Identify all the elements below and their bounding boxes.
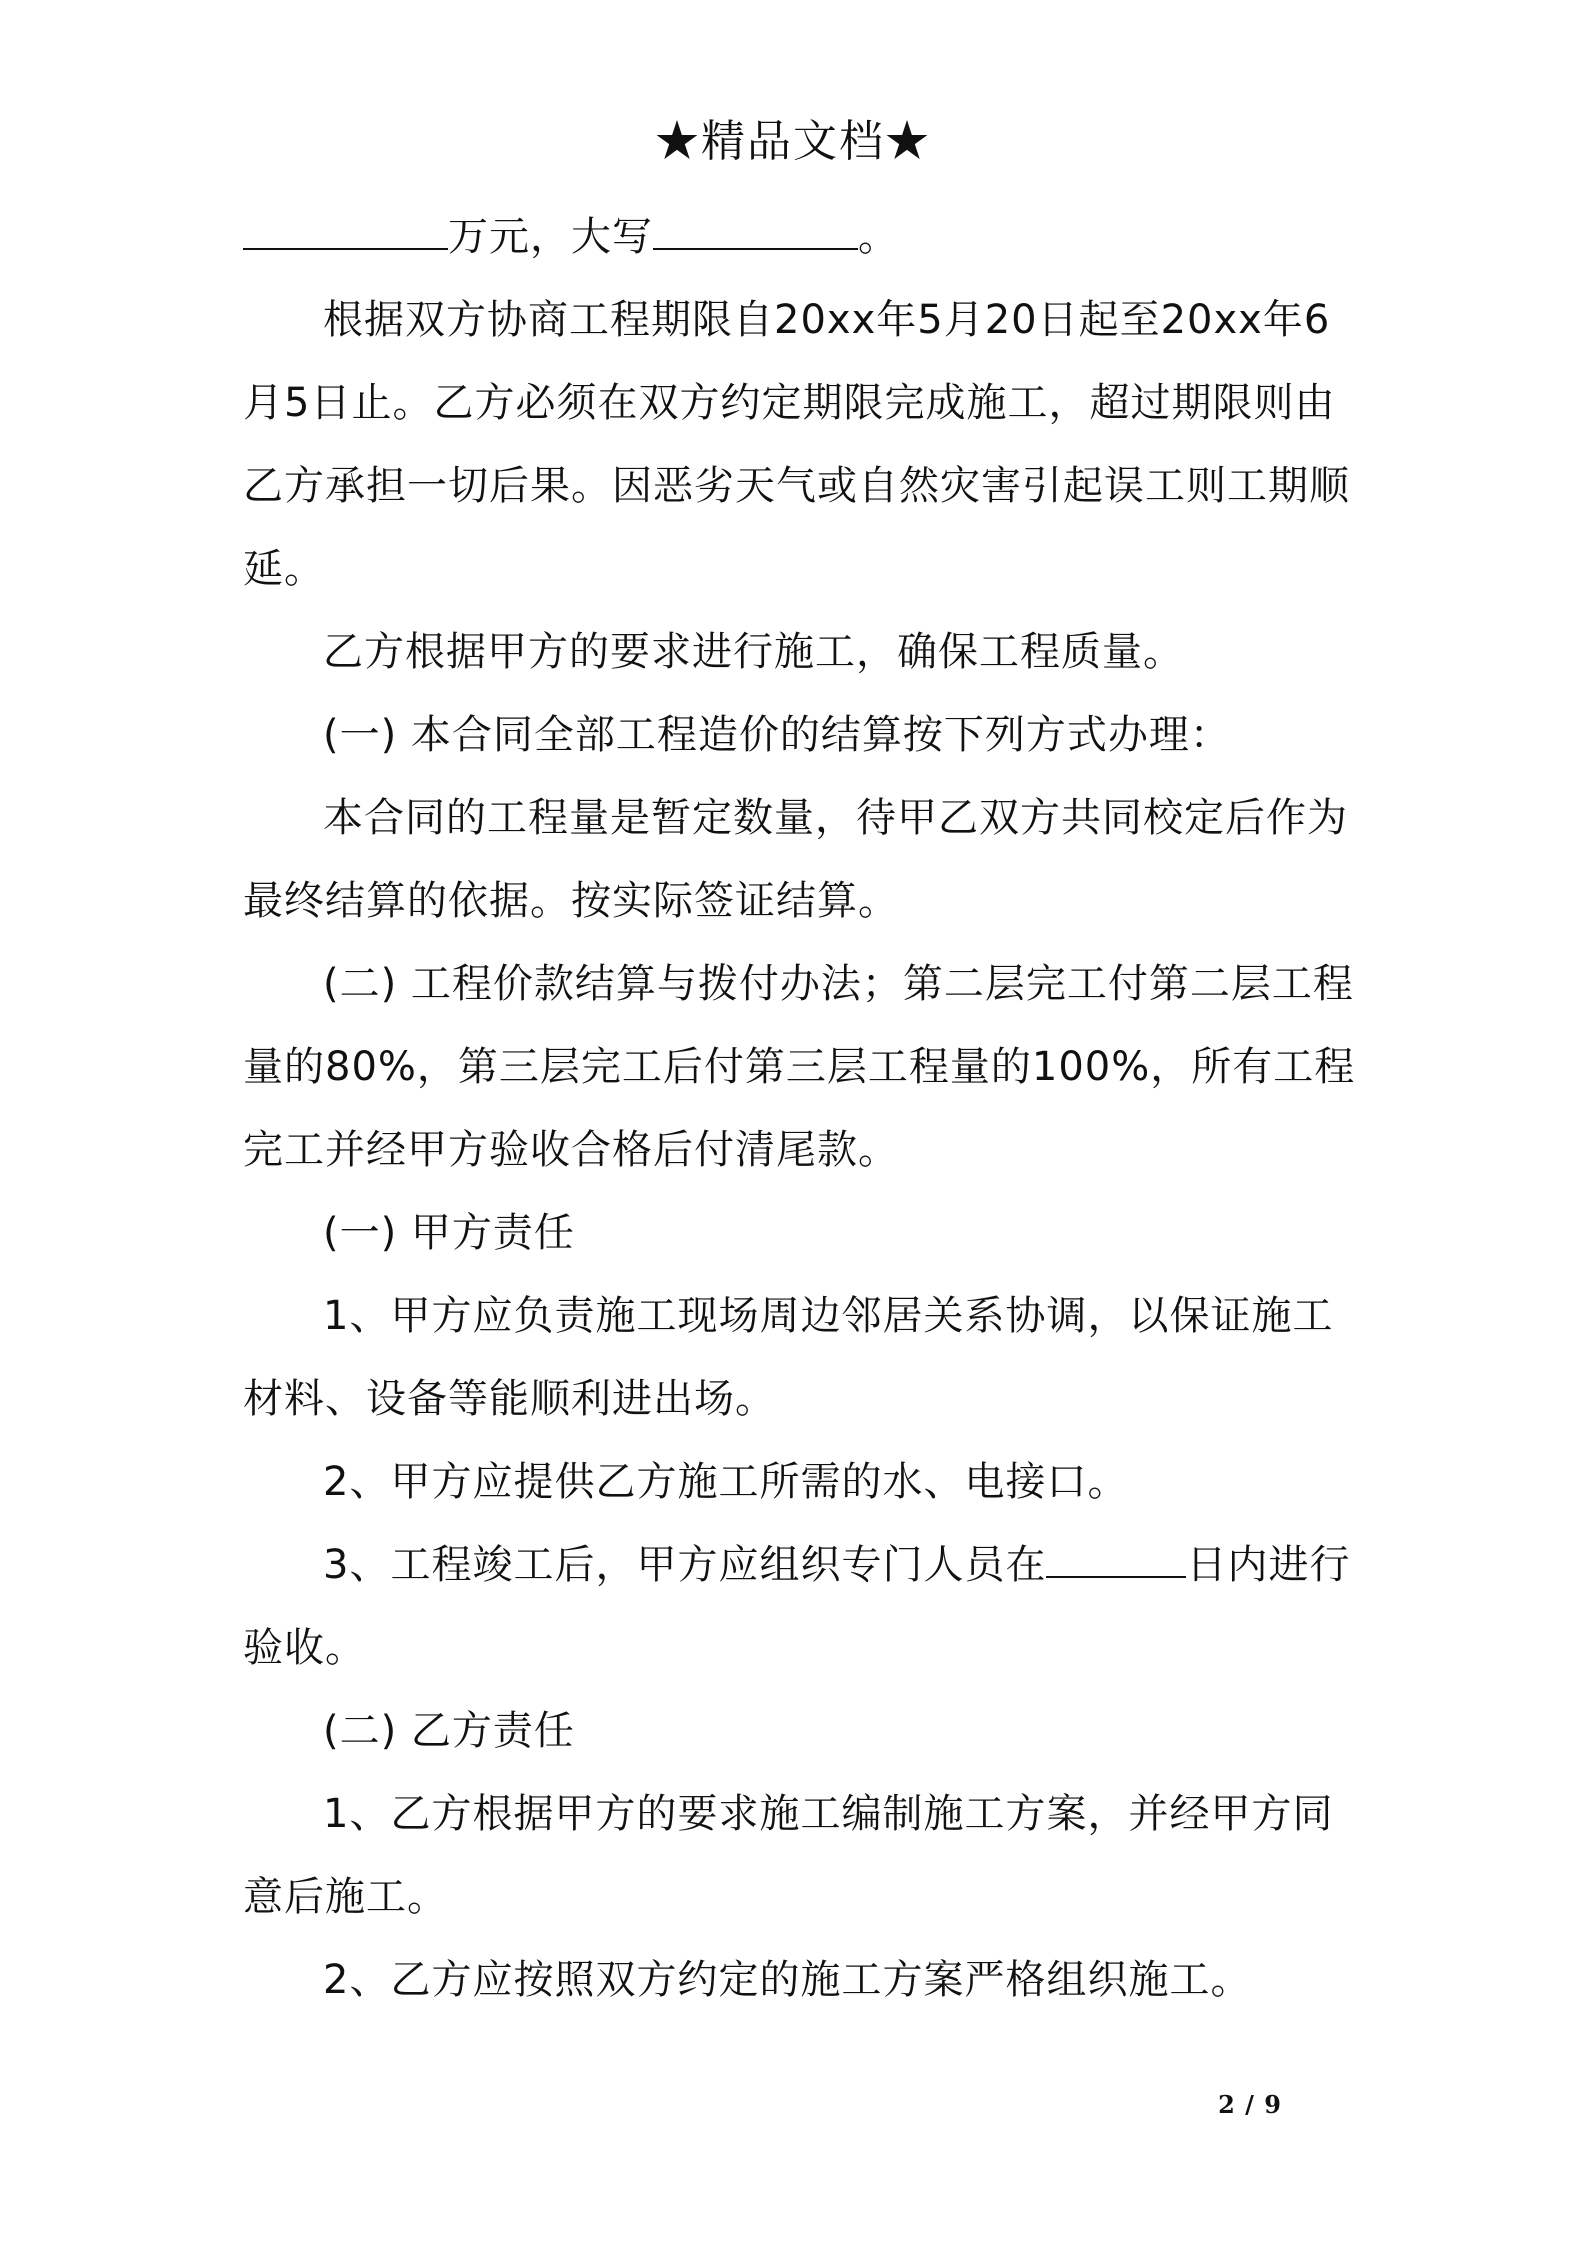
acceptance-days-blank [1046,1536,1186,1578]
page-number: 2 / 9 [1218,2090,1282,2119]
acceptance-text-start: 3、工程竣工后，甲方应组织专门人员在 [323,1542,1047,1588]
paragraph-party-b-item-2: 2、乙方应按照双方约定的施工方案严格组织施工。 [323,1957,1252,2003]
paragraph-party-b-item-1: 1、乙方根据甲方的要求施工编制施工方案，并经甲方同意后施工。 [243,1791,1334,1920]
amount-blank [243,208,448,250]
paragraph-payment: (二) 工程价款结算与拨付办法；第二层完工付第二层工程量的80%，第三层完工后付第三层工程量的100%，所有工程完工并经甲方验收合格后付清尾款。 [243,961,1356,1173]
paragraph-party-a-item-2: 2、甲方应提供乙方施工所需的水、电接口。 [323,1459,1129,1505]
document-body [243,196,1358,2022]
amount-uppercase-blank [653,208,858,250]
amount-end: 。 [858,214,899,260]
acceptance-text-end: 日内进行验收。 [243,1542,1351,1671]
paragraph-settlement-heading: (一) 本合同全部工程造价的结算按下列方式办理： [323,712,1231,758]
paragraph-amount [243,196,1358,279]
paragraph-quantity: 本合同的工程量是暂定数量，待甲乙双方共同校定后作为最终结算的依据。按实际签证结算。 [243,795,1348,924]
paragraph-party-a-item-3 [243,1524,1358,1690]
paragraph-period: 根据双方协商工程期限自20xx年5月20日起至20xx年6月5日止。乙方必须在双方约定期限完成施工，超过期限则由乙方承担一切后果。因恶劣天气或自然灾害引起误工则工期顺延。 [243,297,1350,592]
paragraph-party-a-heading: (一) 甲方责任 [323,1210,575,1256]
amount-label: 万元，大写 [448,214,653,260]
paragraph-quality: 乙方根据甲方的要求进行施工，确保工程质量。 [323,629,1184,675]
paragraph-party-a-item-1: 1、甲方应负责施工现场周边邻居关系协调，以保证施工材料、设备等能顺利进出场。 [243,1293,1334,1422]
page-header-title: ★精品文档★ [655,116,931,167]
paragraph-party-b-heading: (二) 乙方责任 [323,1708,575,1754]
